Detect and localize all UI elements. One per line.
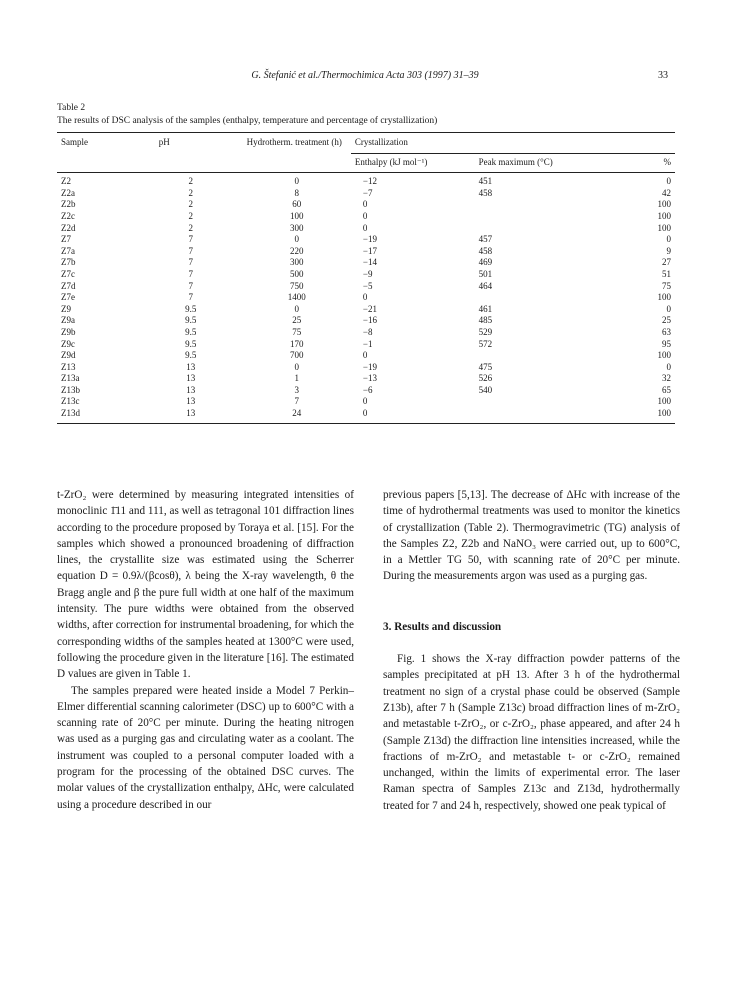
cell-sample: Z2c [61, 210, 75, 221]
cell-percent: 0 [666, 361, 671, 372]
cell-ph: 7 [188, 257, 193, 268]
table-row [57, 339, 675, 351]
cell-ph: 9.5 [185, 315, 197, 326]
table-row [57, 246, 675, 258]
cell-peak [475, 408, 620, 423]
cell-ph: 13 [186, 361, 196, 372]
cell-peak: 529 [478, 326, 493, 337]
table-row [57, 269, 675, 281]
cell-hydrotherm: 0 [294, 361, 299, 372]
paragraph: Fig. 1 shows the X-ray diffraction powder patterns of the samples precipitated at pH 13. After 3 h of the hydrothermal treatment no sign of a crystal phase could be observed (Sample Z13b), after 7 h (Sample Z13c) broad diffraction lines of m-ZrO₂ and metastable t-ZrO₂, or c-ZrO₂, phase appeared, and after 24 h (Sample Z13d) the diffraction line intensities increased, while the fractions of m-ZrO₂ and metastable t- or c-ZrO₂ remained unchanged, within the limits of experimental error. The laser Raman spectra of Samples Z13c and Z13d, hydrothermally treated for 7 and 24 h, respectively, showed one peak typical of [383, 653, 680, 812]
cell-percent: 95 [662, 338, 671, 349]
cell-sample: Z7c [61, 268, 75, 279]
cell-ph: 13 [186, 396, 196, 407]
cell-ph: 9.5 [185, 350, 197, 361]
table-label: Table 2 [57, 103, 86, 113]
cell-sample: Z2d [61, 222, 76, 233]
cell-peak: 469 [478, 257, 493, 268]
cell-hydrotherm: 100 [290, 210, 304, 221]
cell-hydrotherm: 300 [290, 257, 304, 268]
cell-peak: 526 [478, 373, 493, 384]
table-caption-block [57, 102, 677, 128]
cell-ph: 7 [188, 234, 193, 245]
cell-hydrotherm: 24 [292, 408, 302, 419]
cell-percent: 100 [657, 408, 671, 419]
cell-peak: 458 [478, 187, 493, 198]
cell-peak: 501 [478, 268, 493, 279]
cell-enthalpy: −7 [362, 187, 373, 198]
cell-percent: 100 [657, 222, 671, 233]
cell-enthalpy: −1 [362, 338, 373, 349]
cell-hydrotherm: 60 [292, 199, 302, 210]
cell-percent: 100 [657, 199, 671, 210]
cell-sample: Z9 [61, 303, 71, 314]
cell-peak [475, 211, 620, 223]
cell-ph: 9.5 [185, 303, 197, 314]
table-row [57, 292, 675, 304]
cell-sample: Z13c [61, 396, 80, 407]
cell-percent: 51 [662, 268, 671, 279]
cell-enthalpy: 0 [362, 408, 368, 419]
cell-sample: Z7e [61, 292, 75, 303]
cell-sample: Z9c [61, 338, 75, 349]
cell-hydrotherm: 700 [290, 350, 304, 361]
cell-peak: 572 [478, 338, 493, 349]
table-row [57, 373, 675, 385]
cell-ph: 2 [188, 199, 193, 210]
cell-ph: 13 [186, 408, 196, 419]
paragraph: previous papers [5,13]. The decrease of ΔHc with increase of the time of hydrothermal treatments was used to monitor the kinetics of crystallization (Table 2). Thermogravimetric (TG) analysis of the Samples Z2, Z2b and NaNO₃ were carried out, up to 600°C, in a Mettler TG 50, with scanning rate of 20°C per minute. During the measurements argon was used as a purging gas. [383, 489, 680, 583]
section-heading: 3. Results and discussion [383, 620, 502, 633]
cell-ph: 2 [188, 176, 193, 187]
right-column [383, 487, 680, 814]
cell-enthalpy: 0 [362, 199, 368, 210]
cell-percent: 65 [662, 384, 671, 395]
cell-ph: 9.5 [185, 326, 197, 337]
table-row [57, 281, 675, 293]
header-ph: pH [139, 133, 243, 154]
cell-ph: 2 [188, 210, 193, 221]
table-row [57, 396, 675, 408]
cell-percent: 42 [662, 187, 671, 198]
cell-hydrotherm: 3 [294, 384, 299, 395]
cell-percent: 100 [657, 292, 671, 303]
cell-enthalpy: 0 [362, 350, 368, 361]
cell-enthalpy: −5 [362, 280, 373, 291]
cell-enthalpy: −12 [362, 176, 377, 187]
cell-enthalpy: 0 [362, 396, 368, 407]
cell-enthalpy: −9 [362, 268, 373, 279]
cell-hydrotherm: 0 [294, 176, 299, 187]
cell-peak [475, 350, 620, 362]
table-row [57, 199, 675, 211]
cell-peak: 457 [478, 234, 493, 245]
left-column [57, 487, 354, 813]
cell-sample: Z2a [61, 187, 75, 198]
cell-sample: Z7d [61, 280, 76, 291]
table-row [57, 315, 675, 327]
cell-ph: 13 [186, 373, 196, 384]
cell-hydrotherm: 25 [292, 315, 302, 326]
cell-sample: Z13a [61, 373, 80, 384]
cell-sample: Z13 [61, 361, 76, 372]
cell-sample: Z7a [61, 245, 75, 256]
cell-enthalpy: 0 [362, 292, 368, 303]
cell-percent: 100 [657, 396, 671, 407]
cell-ph: 7 [188, 292, 193, 303]
table-row [57, 223, 675, 235]
table-row [57, 188, 675, 200]
cell-hydrotherm: 8 [294, 187, 299, 198]
table-row [57, 350, 675, 362]
cell-sample: Z9d [61, 350, 76, 361]
cell-peak: 464 [478, 280, 493, 291]
table-row [57, 408, 675, 423]
cell-peak: 461 [478, 303, 493, 314]
cell-enthalpy: 0 [362, 222, 368, 233]
cell-peak: 485 [478, 315, 493, 326]
cell-percent: 25 [662, 315, 671, 326]
table-row [57, 327, 675, 339]
cell-sample: Z13b [61, 384, 80, 395]
cell-hydrotherm: 1 [294, 373, 299, 384]
cell-percent: 27 [662, 257, 671, 268]
cell-peak: 451 [478, 176, 493, 187]
cell-enthalpy: 0 [362, 210, 368, 221]
cell-sample: Z7 [61, 234, 71, 245]
table-row [57, 362, 675, 374]
cell-percent: 75 [662, 280, 671, 291]
cell-ph: 2 [188, 187, 193, 198]
cell-ph: 13 [186, 384, 196, 395]
cell-hydrotherm: 750 [290, 280, 304, 291]
cell-ph: 7 [188, 268, 193, 279]
cell-peak: 458 [478, 245, 493, 256]
cell-percent: 0 [666, 234, 671, 245]
dsc-results-table [57, 132, 675, 424]
cell-hydrotherm: 7 [294, 396, 299, 407]
cell-hydrotherm: 0 [294, 234, 299, 245]
cell-sample: Z9a [61, 315, 75, 326]
cell-enthalpy: −19 [362, 234, 377, 245]
cell-percent: 9 [666, 245, 671, 256]
cell-hydrotherm: 500 [290, 268, 304, 279]
page-number: 33 [658, 70, 668, 81]
cell-percent: 0 [666, 176, 671, 187]
cell-ph: 2 [188, 222, 193, 233]
cell-ph: 7 [188, 245, 193, 256]
cell-enthalpy: −13 [362, 373, 377, 384]
header-hydrotherm: Hydrotherm. treatment (h) [243, 133, 351, 154]
table-row [57, 234, 675, 246]
cell-hydrotherm: 220 [290, 245, 304, 256]
cell-ph: 9.5 [185, 338, 197, 349]
cell-peak: 475 [478, 361, 493, 372]
cell-hydrotherm: 300 [290, 222, 304, 233]
cell-percent: 100 [657, 350, 671, 361]
table-row [57, 385, 675, 397]
paragraph: The samples prepared were heated inside a Model 7 Perkin–Elmer differential scanning calorimeter (DSC) up to 600°C with a scanning rate of 20°C per minute. During the heating nitrogen was used as a purging gas and circulating water as a coolant. The instrument was coupled to a personal computer loaded with a program for the processing of the obtained DSC curves. The molar values of the crystallization enthalpy, ΔHc, were calculated using a procedure described in our [57, 684, 354, 811]
cell-enthalpy: −19 [362, 361, 377, 372]
cell-hydrotherm: 0 [294, 303, 299, 314]
cell-enthalpy: −16 [362, 315, 377, 326]
table-row [57, 257, 675, 269]
table-body [57, 173, 675, 423]
header-percent: % [619, 153, 675, 173]
header-peak: Peak maximum (°C) [475, 153, 620, 173]
cell-enthalpy: −14 [362, 257, 377, 268]
cell-peak: 540 [478, 384, 493, 395]
cell-enthalpy: −21 [362, 303, 377, 314]
cell-peak [475, 223, 620, 235]
cell-hydrotherm: 1400 [287, 292, 306, 303]
cell-hydrotherm: 170 [290, 338, 304, 349]
cell-peak [475, 199, 620, 211]
header-sample: Sample [57, 133, 139, 154]
cell-enthalpy: −8 [362, 326, 373, 337]
table-row [57, 304, 675, 316]
table-row [57, 173, 675, 188]
header-enthalpy: Enthalpy (kJ mol⁻¹) [351, 153, 475, 173]
cell-sample: Z2b [61, 199, 76, 210]
cell-ph: 7 [188, 280, 193, 291]
cell-sample: Z7b [61, 257, 76, 268]
cell-percent: 63 [662, 326, 671, 337]
cell-peak [475, 396, 620, 408]
cell-enthalpy: −6 [362, 384, 373, 395]
cell-hydrotherm: 75 [292, 326, 302, 337]
cell-sample: Z13d [61, 408, 80, 419]
cell-percent: 32 [662, 373, 671, 384]
cell-sample: Z2 [61, 176, 71, 187]
table-caption: The results of DSC analysis of the samples (enthalpy, temperature and percentage of crystallization) [57, 116, 438, 126]
running-title: G. Štefanić et al./Thermochimica Acta 303 (1997) 31–39 [251, 70, 479, 81]
cell-percent: 0 [666, 303, 671, 314]
cell-percent: 100 [657, 210, 671, 221]
cell-sample: Z9b [61, 326, 76, 337]
cell-peak [475, 292, 620, 304]
header-crystallization: Crystallization [351, 133, 675, 154]
paragraph: t-ZrO₂ were determined by measuring integrated intensities of monoclinic 1̄11 and 111, as well as tetragonal 101 diffraction lines according to the procedure proposed by Toraya et al. [15]. For the samples which showed a pronounced broadening of diffraction lines, the crystallite size was estimated using the Scherrer equation D = 0.9λ/(βcosθ), λ being the X-ray wavelength, θ the Bragg angle and β the pure full width at one half of the maximum intensity. The pure widths were obtained from the observed widths, after correction for instrumental broadening, for which the corresponding widths of the samples heated at 1300°C were used, following the procedure given in the literature [16]. The estimated D values are given in Table 1. [57, 489, 354, 681]
table-row [57, 211, 675, 223]
cell-enthalpy: −17 [362, 245, 377, 256]
